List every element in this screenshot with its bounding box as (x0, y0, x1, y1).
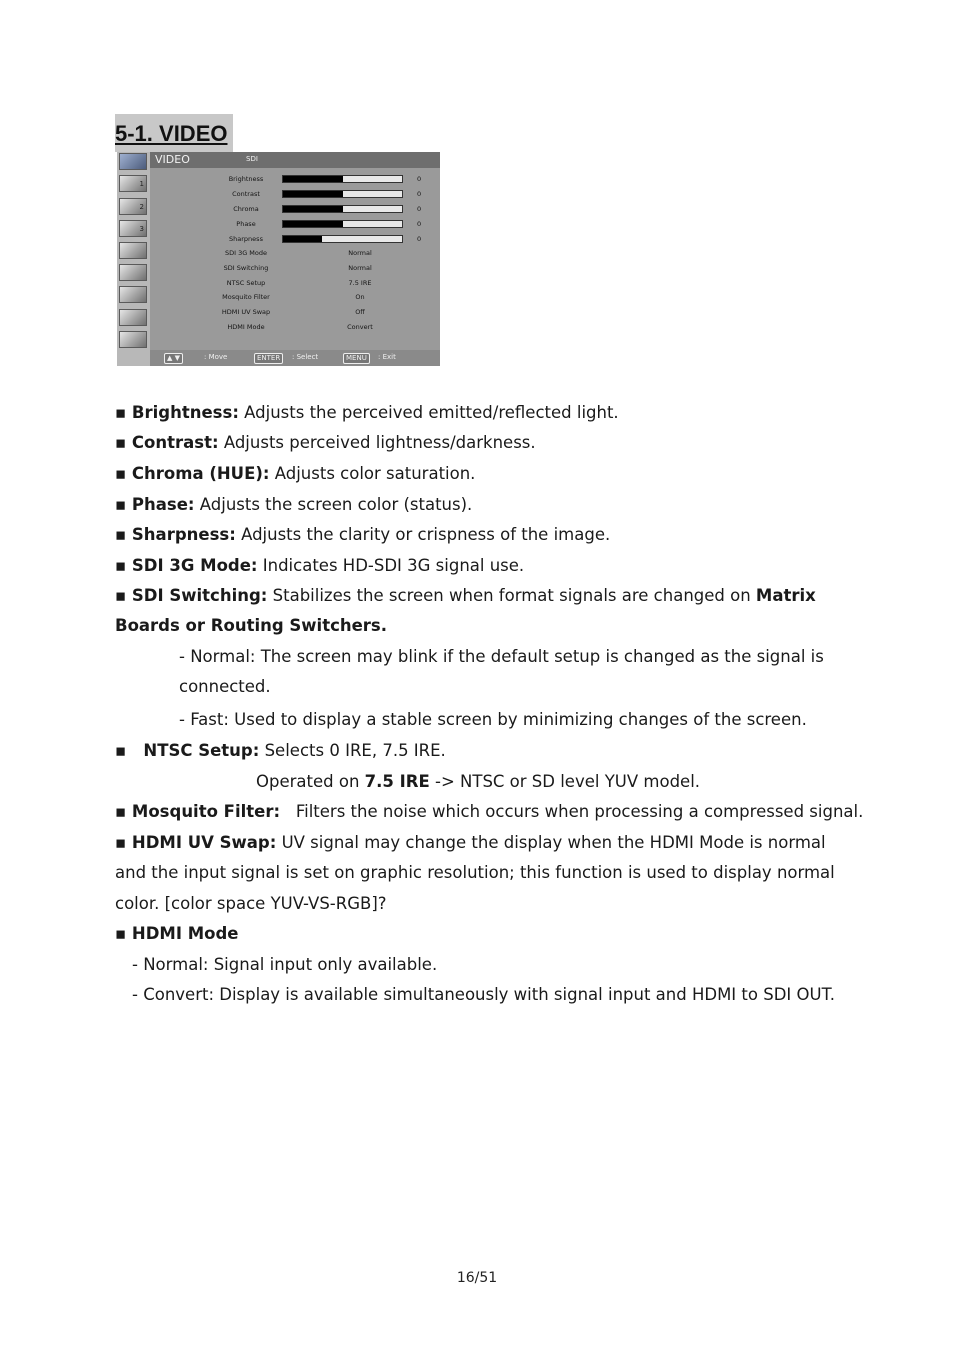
osd-subtitle: SDI (246, 155, 258, 163)
description: Filters the noise which occurs when processing a compressed signal. (280, 802, 864, 821)
osd-row-hdmi-uv-swap (150, 305, 440, 319)
item-hdmi-mode (115, 923, 239, 945)
osd-row-value: 7.5 IRE (348, 279, 372, 287)
osd-row-value: 0 (417, 175, 422, 183)
monitor-icon (119, 264, 147, 281)
arrow-keys-icon: ▲ ▼ (164, 353, 183, 364)
description: -> NTSC or SD level YUV model. (429, 772, 701, 791)
osd-row-value: Normal (348, 249, 372, 257)
term: ▪ Contrast: (115, 433, 219, 452)
osd-footer (150, 350, 440, 366)
menu-key-icon: MENU (343, 353, 370, 364)
item-brightness (115, 402, 619, 424)
osd-level-fill (283, 221, 343, 227)
osd-title-bar (150, 152, 440, 168)
emphasis: 7.5 IRE (364, 772, 430, 791)
item-sdi-switching (115, 585, 816, 607)
osd-level-bar (282, 175, 403, 183)
osd-row-sdi-3g-mode (150, 246, 440, 260)
hdmi-uv-swap-cont-2: color. [color space YUV-VS-RGB]? (115, 894, 387, 913)
osd-row-label: Contrast (232, 190, 260, 198)
description: Adjusts color saturation. (269, 464, 476, 483)
sdi-switching-normal: - Normal: The screen may blink if the default setup is changed as the signal is (179, 647, 824, 666)
term: ▪ Mosquito Filter: (115, 802, 281, 821)
osd-row-value: On (355, 293, 365, 301)
osd-level-fill (283, 176, 343, 182)
osd-level-fill (283, 206, 343, 212)
osd-row-label: Mosquito Filter (222, 293, 270, 301)
osd-exit-label: : Exit (378, 353, 396, 361)
system-icon (119, 331, 147, 348)
osd-row-phase (150, 217, 440, 231)
osd-row-label: Chroma (233, 205, 259, 213)
osd-row-value: 0 (417, 205, 422, 213)
osd-row-value: 0 (417, 220, 422, 228)
item-sharpness (115, 524, 610, 546)
osd-level-bar (282, 190, 403, 198)
term: ▪ SDI 3G Mode: (115, 556, 258, 575)
osd-select-label: : Select (292, 353, 319, 361)
osd-row-value: 0 (417, 190, 422, 198)
osd-row-chroma (150, 202, 440, 216)
term: ▪ Brightness: (115, 403, 239, 422)
osd-level-bar (282, 220, 403, 228)
osd-row-label: SDI 3G Mode (224, 249, 268, 257)
osd-row-mosquito-filter (150, 290, 440, 304)
osd-row-sdi-switching (150, 261, 440, 275)
gear-icon: 2 (119, 198, 147, 215)
osd-row-label: NTSC Setup (226, 279, 266, 287)
osd-row-value: 0 (417, 235, 422, 243)
osd-move-label: : Move (204, 353, 228, 361)
osd-row-contrast (150, 187, 440, 201)
description: Adjusts the screen color (status). (194, 495, 473, 514)
term: ▪ Sharpness: (115, 525, 236, 544)
emphasis: Boards or Routing Switchers. (115, 616, 388, 635)
osd-row-value: Convert (347, 323, 373, 331)
osd-row-value: Off (355, 308, 365, 316)
term: ▪ Phase: (115, 495, 195, 514)
ntsc-setup-operated (256, 771, 700, 793)
display-icon (119, 286, 147, 303)
video-menu-icon (119, 153, 147, 170)
description: Operated on (256, 772, 365, 791)
osd-level-fill (283, 191, 343, 197)
item-hdmi-uv-swap (115, 832, 826, 854)
osd-row-value: Normal (348, 264, 372, 272)
item-contrast (115, 432, 536, 454)
hdmi-uv-swap-cont-1: and the input signal is set on graphic resolution; this function is used to display normal (115, 863, 835, 882)
hdmi-mode-normal: - Normal: Signal input only available. (132, 955, 438, 974)
term: ▪ NTSC Setup: (115, 741, 260, 760)
hdmi-mode-convert: - Convert: Display is available simultaneously with signal input and HDMI to SDI OUT. (132, 985, 835, 1004)
osd-row-ntsc-setup (150, 276, 440, 290)
enter-key-icon: ENTER (254, 353, 283, 364)
osd-row-sharpness (150, 232, 440, 246)
description: Indicates HD-SDI 3G signal use. (257, 556, 525, 575)
gear-icon: 3 (119, 220, 147, 237)
gear-icon: 1 (119, 175, 147, 192)
term: ▪ HDMI UV Swap: (115, 833, 277, 852)
sdi-switching-fast: - Fast: Used to display a stable screen by minimizing changes of the screen. (179, 710, 807, 729)
osd-row-label: HDMI Mode (227, 323, 265, 331)
description: UV signal may change the display when the HDMI Mode is normal (276, 833, 826, 852)
description: Adjusts the clarity or crispness of the image. (235, 525, 611, 544)
osd-level-bar (282, 235, 403, 243)
item-mosquito-filter (115, 801, 863, 823)
sdi-switching-normal-cont: connected. (179, 677, 271, 696)
item-ntsc-setup (115, 740, 446, 762)
osd-title: VIDEO (155, 153, 190, 166)
term: ▪ SDI Switching: (115, 586, 268, 605)
tools-icon (119, 242, 147, 259)
description: Adjusts the perceived emitted/reflected light. (238, 403, 619, 422)
item-sdi-3g-mode (115, 555, 524, 577)
term: ▪ HDMI Mode (115, 924, 239, 943)
term: ▪ Chroma (HUE): (115, 464, 270, 483)
osd-level-bar (282, 205, 403, 213)
osd-video-menu (117, 152, 440, 366)
osd-row-label: Sharpness (229, 235, 263, 243)
keyboard-icon (119, 309, 147, 326)
emphasis: Matrix (755, 586, 816, 605)
osd-row-brightness (150, 172, 440, 186)
item-sdi-switching-cont (115, 615, 387, 637)
osd-row-hdmi-mode (150, 320, 440, 334)
osd-level-fill (283, 236, 322, 242)
page-number: 16/51 (456, 1270, 498, 1286)
section-heading: 5-1. VIDEO (115, 114, 233, 152)
osd-icon-column (117, 152, 150, 366)
description: Adjusts perceived lightness/darkness. (218, 433, 536, 452)
item-phase (115, 494, 472, 516)
description: Stabilizes the screen when format signals are changed on (267, 586, 756, 605)
description: Selects 0 IRE, 7.5 IRE. (259, 741, 446, 760)
osd-row-label: SDI Switching (223, 264, 269, 272)
item-chroma (115, 463, 475, 485)
osd-row-label: Phase (236, 220, 256, 228)
osd-row-label: Brightness (228, 175, 264, 183)
osd-row-label: HDMI UV Swap (221, 308, 271, 316)
